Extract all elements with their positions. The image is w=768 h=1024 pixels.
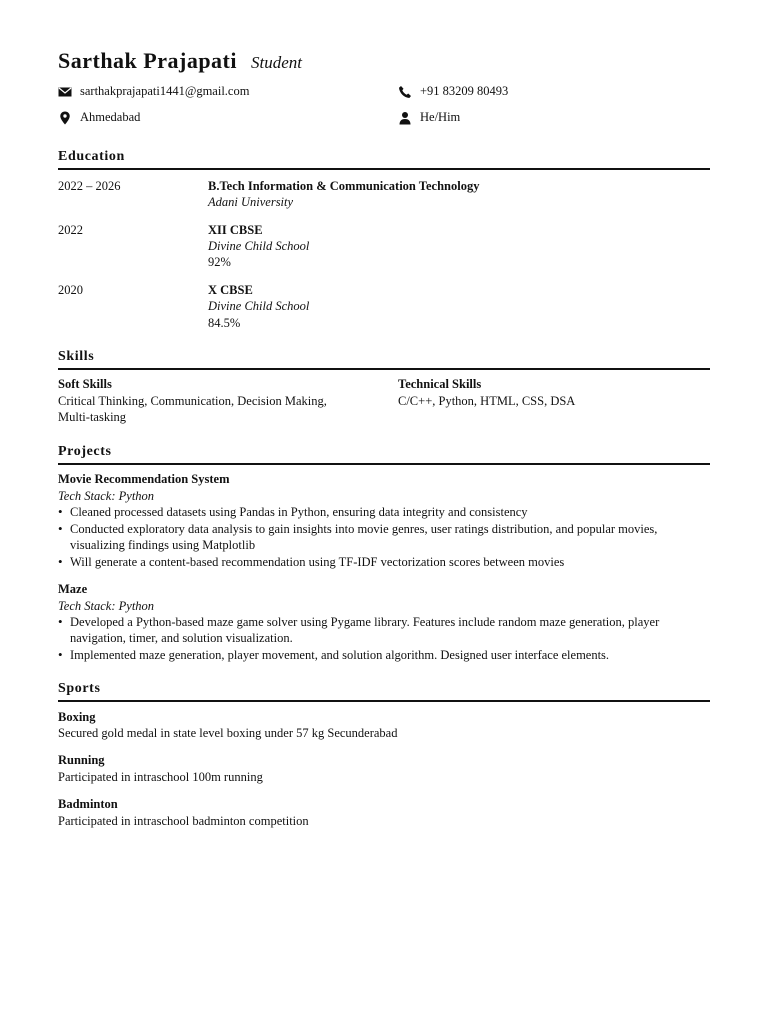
skills-heading: Skills <box>58 349 95 364</box>
bullet-icon: • <box>58 647 63 662</box>
phone-icon <box>398 85 412 99</box>
person-icon <box>398 111 412 125</box>
bullet-text-cont: visualizing findings using Matplotlib <box>70 538 256 552</box>
soft-skills-title: Soft Skills <box>58 377 112 391</box>
sport-description: Participated in intraschool badminton competition <box>58 814 309 828</box>
bullet-text: Will generate a content-based recommendation using TF-IDF vectorization scores between movies <box>70 555 565 569</box>
education-years: 2022 – 2026 <box>58 179 121 193</box>
pronouns-text: He/Him <box>420 110 461 124</box>
bullet-text: Cleaned processed datasets using Pandas in Python, ensuring data integrity and consistency <box>70 505 528 519</box>
email-text: sarthakprajapati1441@gmail.com <box>80 84 250 98</box>
phone-text: +91 83209 80493 <box>420 84 509 98</box>
projects-divider <box>58 463 710 465</box>
education-school: Divine Child School <box>208 299 310 313</box>
skills-divider <box>58 368 710 370</box>
bullet-text: Developed a Python-based maze game solver using Pygame library. Features include random maze generation, player <box>70 615 660 629</box>
tech-stack-value: : Python <box>111 489 155 503</box>
sport-name: Running <box>58 753 105 767</box>
resume-page <box>58 0 710 1024</box>
education-years: 2020 <box>58 283 83 297</box>
technical-skills-title: Technical Skills <box>398 377 482 391</box>
sport-name: Boxing <box>58 710 96 724</box>
project-name: Movie Recommendation System <box>58 472 230 486</box>
sport-description: Participated in intraschool 100m running <box>58 770 263 784</box>
sports-divider <box>58 700 710 702</box>
pronouns-contact <box>398 110 460 125</box>
soft-skills-list-cont: Multi-tasking <box>58 410 127 424</box>
bullet-icon: • <box>58 521 63 536</box>
phone-contact <box>398 84 508 99</box>
bullet-text: Conducted exploratory data analysis to gain insights into movie genres, user ratings distribution, and popular movies, <box>70 522 658 536</box>
soft-skills-list: Critical Thinking, Communication, Decision Making, <box>58 394 327 408</box>
education-score: 84.5% <box>208 316 241 330</box>
tech-stack-label: Tech Stack <box>58 489 112 503</box>
technical-skills-list: C/C++, Python, HTML, CSS, DSA <box>398 394 576 408</box>
education-degree: B.Tech Information & Communication Technology <box>208 179 480 193</box>
sports-heading: Sports <box>58 681 101 696</box>
tech-stack-value: : Python <box>111 599 155 613</box>
education-degree: XII CBSE <box>208 223 263 237</box>
location-pin-icon <box>58 111 72 125</box>
sport-description: Secured gold medal in state level boxing under 57 kg Secunderabad <box>58 726 398 740</box>
bullet-icon: • <box>58 554 63 569</box>
education-school: Divine Child School <box>208 239 310 253</box>
header <box>58 48 302 74</box>
tech-stack-label: Tech Stack <box>58 599 112 613</box>
bullet-icon: • <box>58 504 63 519</box>
project-tech-stack <box>58 489 154 504</box>
location-contact <box>58 110 140 125</box>
location-text: Ahmedabad <box>80 110 141 124</box>
project-name: Maze <box>58 582 88 596</box>
education-years: 2022 <box>58 223 83 237</box>
mail-icon <box>58 85 72 99</box>
candidate-role: Student <box>251 53 302 72</box>
projects-heading: Projects <box>58 444 112 459</box>
candidate-name: Sarthak Prajapati <box>58 48 237 73</box>
bullet-text-cont: navigation, timer, and solution visualization. <box>70 631 293 645</box>
project-tech-stack <box>58 599 154 614</box>
bullet-text: Implemented maze generation, player movement, and solution algorithm. Designed user interface elements. <box>70 648 610 662</box>
education-heading: Education <box>58 149 125 164</box>
sport-name: Badminton <box>58 797 118 811</box>
bullet-icon: • <box>58 614 63 629</box>
education-school: Adani University <box>208 195 294 209</box>
email-contact <box>58 84 249 99</box>
education-divider <box>58 168 710 170</box>
education-degree: X CBSE <box>208 283 253 297</box>
education-score: 92% <box>208 255 231 269</box>
